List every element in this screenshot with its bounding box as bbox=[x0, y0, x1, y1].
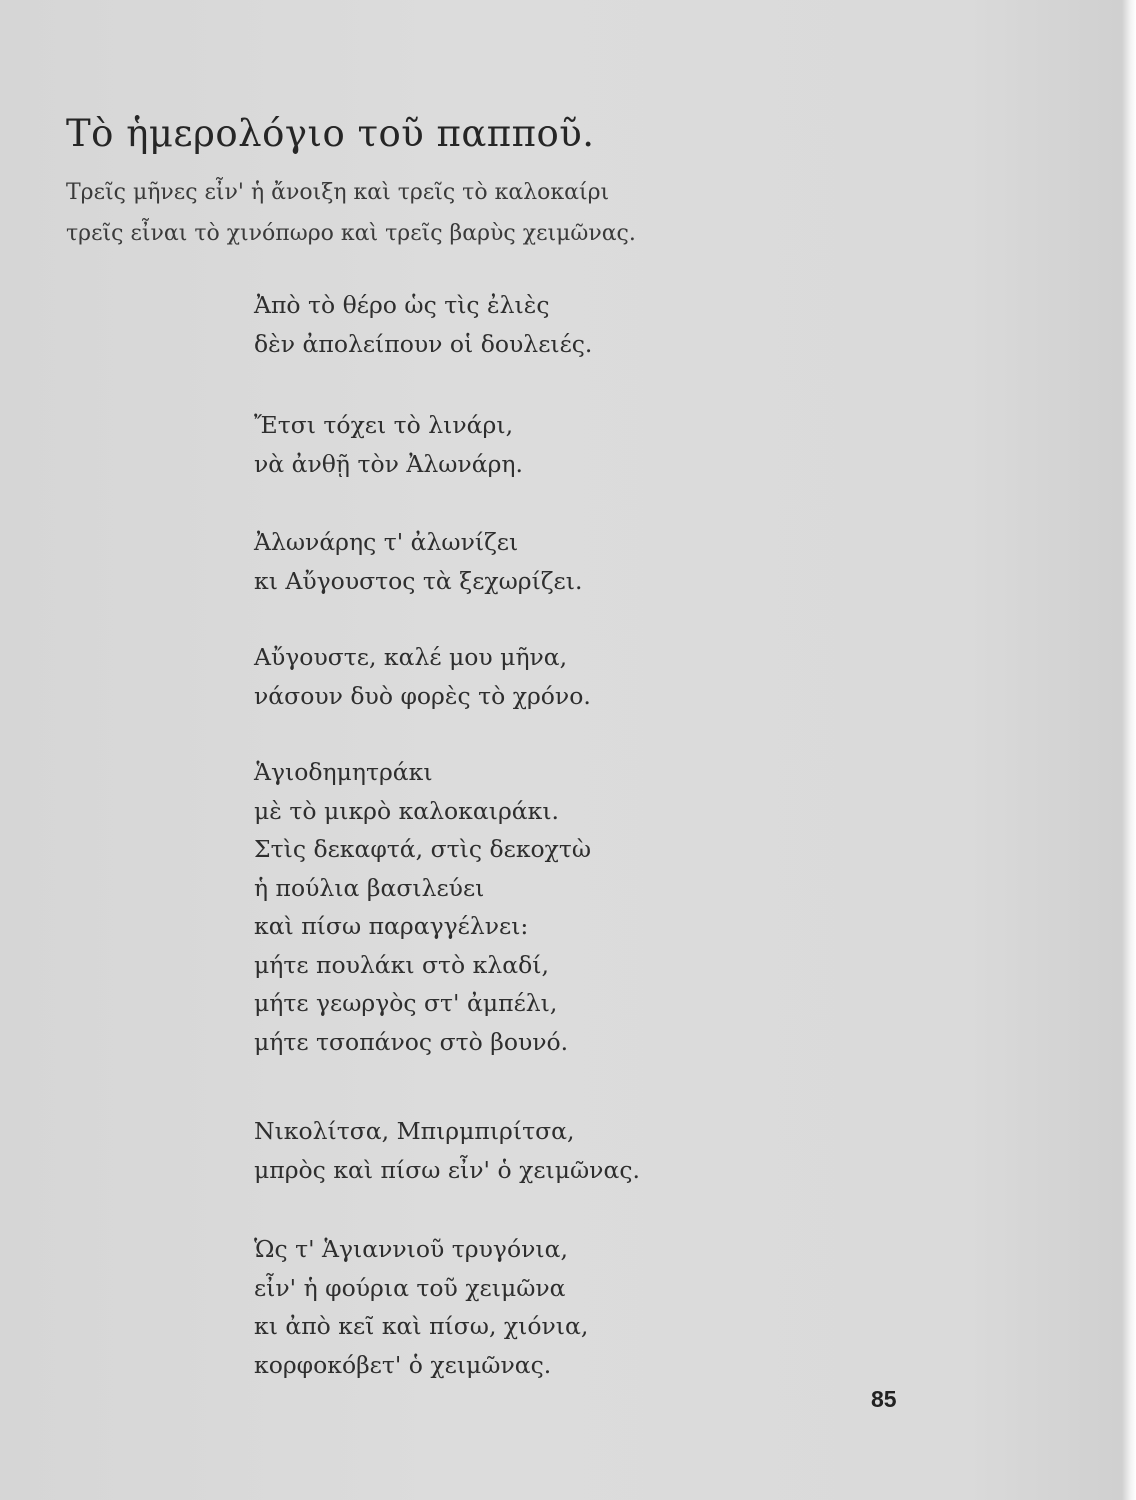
stanza-3 bbox=[254, 523, 582, 600]
stanza-6 bbox=[254, 1112, 640, 1189]
stanza-2 bbox=[254, 406, 523, 483]
verse-line: μὲ τὸ μικρὸ καλοκαιράκι. bbox=[254, 796, 560, 825]
intro-line: Τρεῖς μῆνες εἶν' ἡ ἄνοιξη καὶ τρεῖς τὸ καλοκαίρι bbox=[66, 180, 610, 205]
verse-line: ἡ πούλια βασιλεύει bbox=[254, 873, 485, 902]
stanza-7 bbox=[254, 1230, 588, 1384]
verse-line: εἶν' ἡ φούρια τοῦ χειμῶνα bbox=[254, 1273, 566, 1302]
intro-line: τρεῖς εἶναι τὸ χινόπωρο καὶ τρεῖς βαρὺς χειμῶνας. bbox=[66, 221, 636, 246]
verse-line: κορφοκόβετ' ὁ χειμῶνας. bbox=[254, 1350, 552, 1379]
verse-line: Νικολίτσα, Μπιρμπιρίτσα, bbox=[254, 1117, 575, 1145]
verse-line: μπρὸς καὶ πίσω εἶν' ὁ χειμῶνας. bbox=[254, 1155, 640, 1184]
verse-line: μήτε γεωργὸς στ' ἀμπέλι, bbox=[254, 989, 558, 1017]
verse-line: κι Αὔγουστος τὰ ξεχωρίζει. bbox=[254, 566, 583, 595]
verse-line: Ὡς τ' Ἁγιαννιοῦ τρυγόνια, bbox=[254, 1235, 568, 1263]
verse-line: Ἀλωνάρης τ' ἀλωνίζει bbox=[254, 528, 519, 556]
stanza-4 bbox=[254, 638, 591, 715]
verse-line: μήτε πουλάκι στὸ κλαδί, bbox=[254, 950, 549, 979]
verse-line: δὲν ἀπολείπουν οἱ δουλειές. bbox=[254, 329, 593, 358]
poem-title: Τὸ ἡμερολόγιο τοῦ παπποῦ. bbox=[66, 112, 595, 155]
page-edge bbox=[1122, 0, 1136, 1500]
page-number: 85 bbox=[871, 1386, 897, 1412]
verse-line: κι ἀπὸ κεῖ καὶ πίσω, χιόνια, bbox=[254, 1312, 589, 1340]
verse-line: μήτε τσοπάνος στὸ βουνό. bbox=[254, 1027, 569, 1056]
verse-line: Αὔγουστε, καλέ μου μῆνα, bbox=[254, 643, 568, 671]
verse-line: νάσουν δυὸ φορὲς τὸ χρόνο. bbox=[254, 681, 591, 710]
stanza-5 bbox=[254, 753, 591, 1061]
verse-line: Στὶς δεκαφτά, στὶς δεκοχτὼ bbox=[254, 835, 592, 863]
verse-line: νὰ ἀνθῇ τὸν Ἀλωνάρη. bbox=[254, 449, 523, 478]
verse-line: Ἀπὸ τὸ θέρο ὡς τὶς ἐλιὲς bbox=[254, 291, 550, 319]
verse-line: καὶ πίσω παραγγέλνει: bbox=[254, 912, 529, 940]
verse-line: Ἁγιοδημητράκι bbox=[254, 758, 433, 786]
stanza-1 bbox=[254, 286, 592, 363]
intro-couplet bbox=[66, 172, 636, 254]
verse-line: Ἔτσι τόχει τὸ λινάρι, bbox=[254, 411, 514, 439]
